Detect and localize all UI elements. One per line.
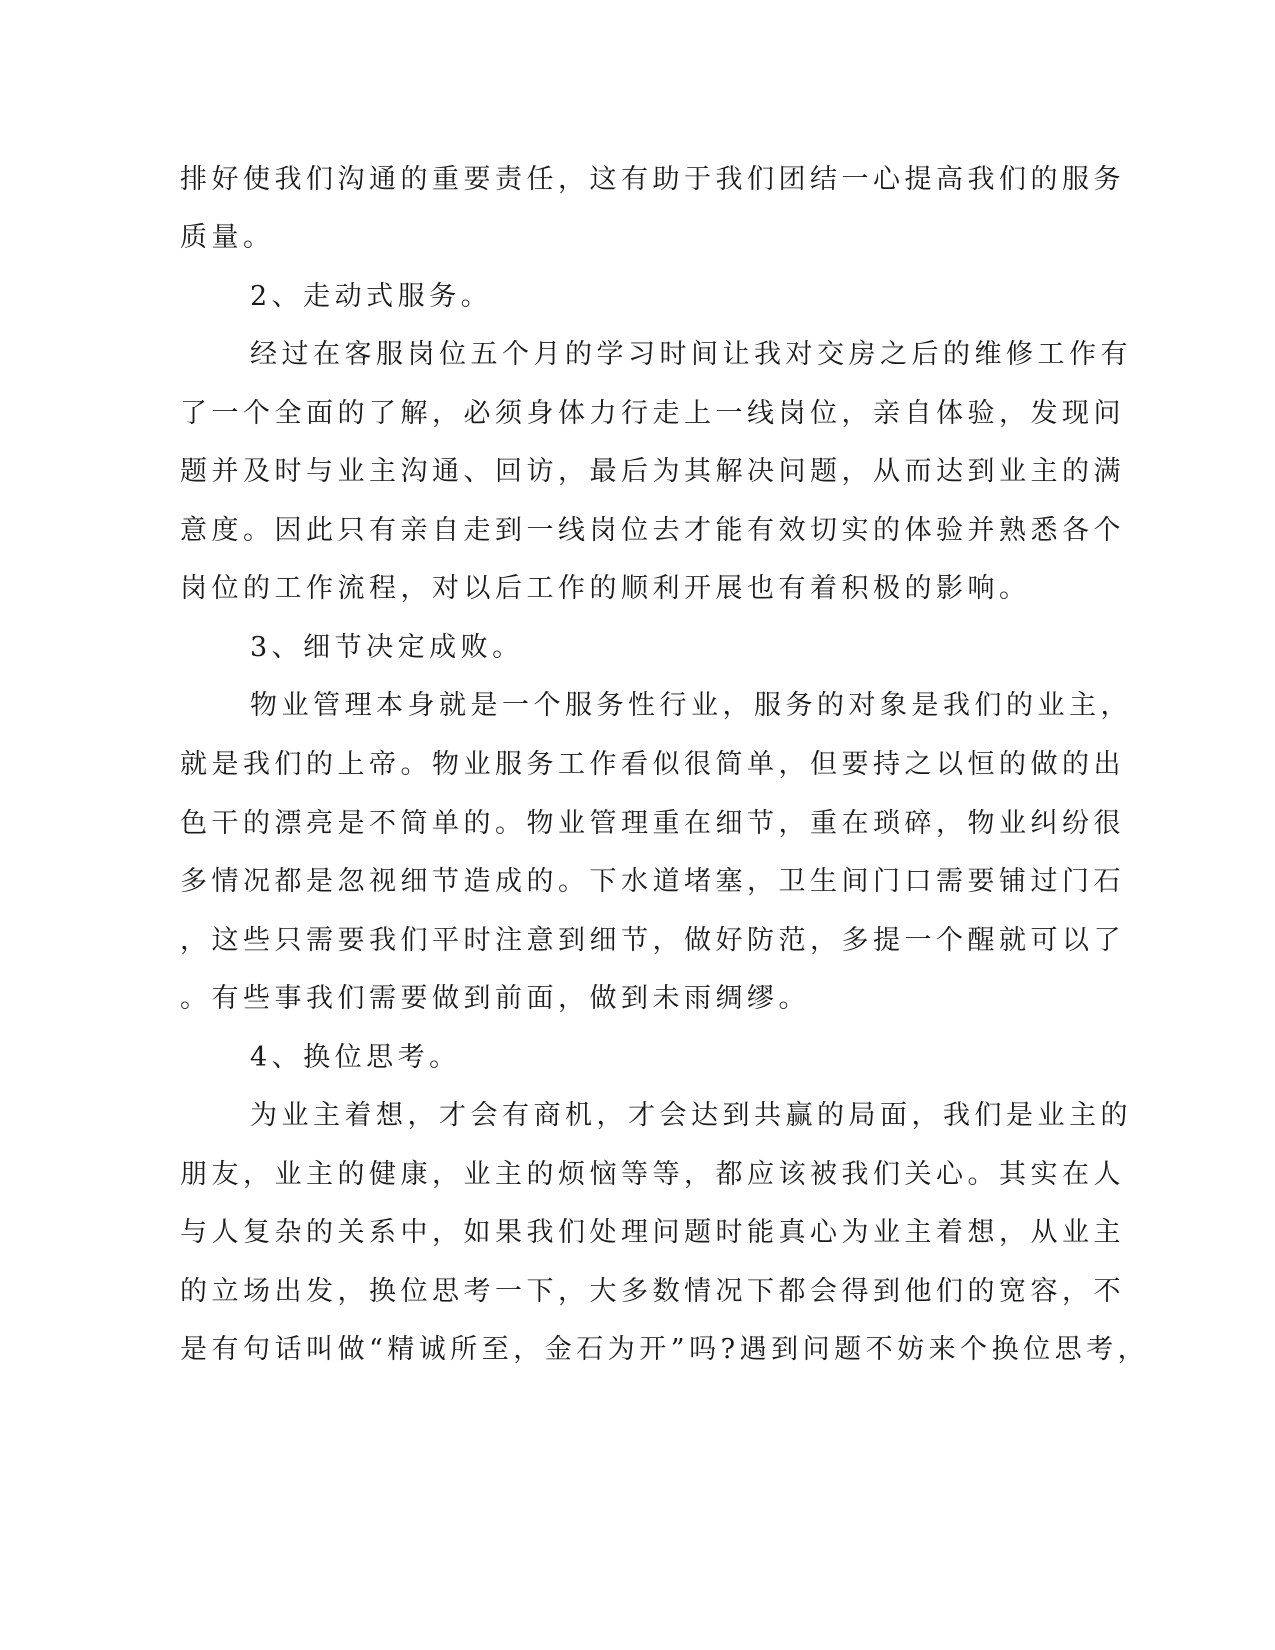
- text-line: 排好使我们沟通的重要责任，这有助于我们团结一心提高我们的服务: [180, 164, 1125, 195]
- text-line: 就是我们的上帝。物业服务工作看似很简单，但要持之以恒的做的出: [180, 749, 1125, 780]
- section-heading: 2、走动式服务。: [250, 281, 493, 312]
- text-line: 意度。因此只有亲自走到一线岗位去才能有效切实的体验并熟悉各个: [180, 515, 1125, 546]
- text-line: 是有句话叫做“精诚所至，金石为开”吗?遇到问题不妨来个换位思考，: [180, 1334, 1150, 1365]
- text-line: 质量。: [180, 222, 275, 253]
- text-line: 朋友，业主的健康，业主的烦恼等等，都应该被我们关心。其实在人: [180, 1159, 1125, 1190]
- text-line: 物业管理本身就是一个服务性行业，服务的对象是我们的业主，: [250, 690, 1132, 721]
- text-line: 与人复杂的关系中，如果我们处理问题时能真心为业主着想，从业主: [180, 1217, 1125, 1248]
- text-line: ，这些只需要我们平时注意到细节，做好防范，多提一个醒就可以了: [180, 925, 1125, 956]
- section-heading: 4、换位思考。: [250, 1042, 461, 1073]
- text-line: 经过在客服岗位五个月的学习时间让我对交房之后的维修工作有: [250, 339, 1132, 370]
- text-line: 题并及时与业主沟通、回访，最后为其解决问题，从而达到业主的满: [180, 456, 1125, 487]
- text-line: 岗位的工作流程，对以后工作的顺利开展也有着积极的影响。: [180, 573, 1031, 604]
- text-line: 了一个全面的了解，必须身体力行走上一线岗位，亲自体验，发现问: [180, 398, 1125, 429]
- text-line: 色干的漂亮是不简单的。物业管理重在细节，重在琐碎，物业纠纷很: [180, 808, 1125, 839]
- section-heading: 3、细节决定成败。: [250, 632, 524, 663]
- text-line: 多情况都是忽视细节造成的。下水道堵塞，卫生间门口需要铺过门石: [180, 866, 1125, 897]
- text-line: 的立场出发，换位思考一下，大多数情况下都会得到他们的宽容，不: [180, 1276, 1125, 1307]
- text-line: 。有些事我们需要做到前面，做到未雨绸缪。: [180, 983, 810, 1014]
- text-line: 为业主着想，才会有商机，才会达到共赢的局面，我们是业主的: [250, 1100, 1132, 1131]
